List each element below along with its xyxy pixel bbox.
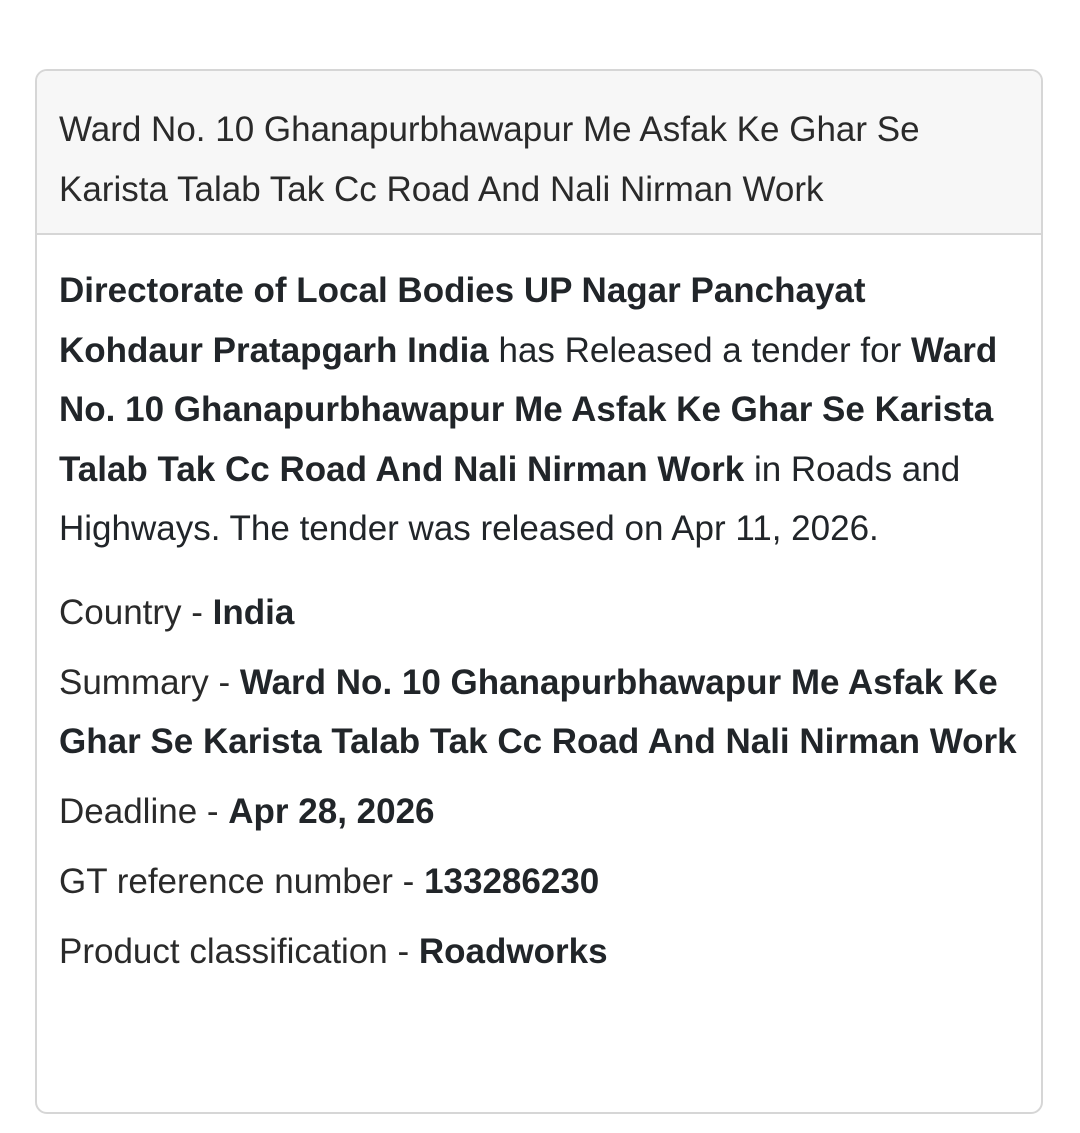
description-text-released: has Released a tender for [488, 330, 911, 370]
field-product-classification [59, 922, 1019, 981]
field-product-classification-label: Product classification - [59, 931, 419, 971]
field-deadline [59, 782, 1019, 841]
field-country-label: Country - [59, 592, 213, 632]
description-text-in: in Roads and Highways. The tender was released on Apr 11, 2026. [59, 449, 961, 548]
field-summary [59, 653, 1019, 771]
field-deadline-value: Apr 28, 2026 [228, 791, 435, 831]
field-gt-reference-label: GT reference number - [59, 861, 425, 901]
field-summary-value: Ward No. 10 Ghanapurbhawapur Me Asfak Ke Ghar Se Karista Talab Tak Cc Road And Nali Nirman Work [59, 662, 1017, 761]
tender-description [59, 261, 1019, 559]
organization-name: Directorate of Local Bodies UP Nagar Panchayat Kohdaur Pratapgarh India [59, 271, 866, 370]
field-gt-reference [59, 852, 1019, 911]
tender-body [37, 235, 1041, 981]
tender-card [35, 69, 1043, 1114]
field-product-classification-value: Roadworks [418, 931, 608, 971]
field-gt-reference-value: 133286230 [424, 861, 600, 901]
description-tender-name: Ward No. 10 Ghanapurbhawapur Me Asfak Ke Ghar Se Karista Talab Tak Cc Road And Nali Nirman Work [59, 330, 998, 489]
tender-title[interactable]: Ward No. 10 Ghanapurbhawapur Me Asfak Ke Ghar Se Karista Talab Tak Cc Road And Nali Nirman Work [37, 71, 1041, 235]
field-country [59, 583, 1019, 642]
field-country-value: India [212, 592, 295, 632]
field-summary-label: Summary - [59, 662, 240, 702]
field-deadline-label: Deadline - [59, 791, 229, 831]
